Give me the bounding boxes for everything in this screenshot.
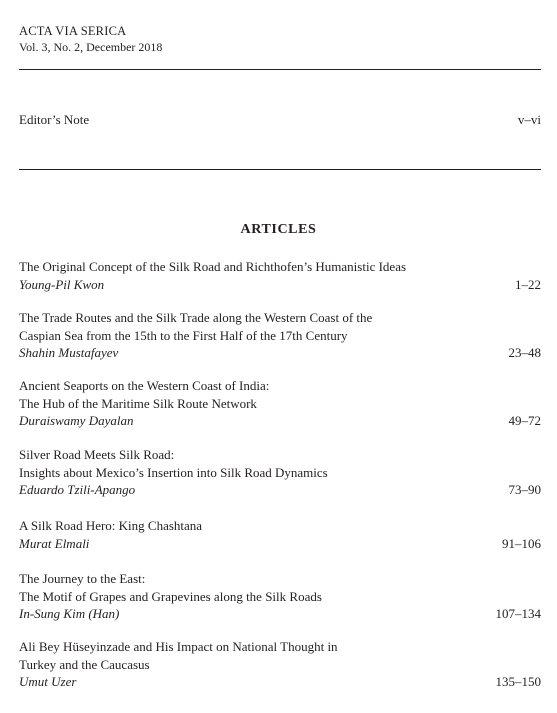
- article-author: Murat Elmali: [19, 535, 90, 551]
- article-title-line: A Silk Road Hero: King Chashtana: [19, 518, 203, 533]
- article-title-line: Turkey and the Caucasus: [19, 656, 150, 672]
- article-entry[interactable]: [19, 638, 541, 691]
- journal-issue: Vol. 3, No. 2, December 2018: [19, 40, 163, 54]
- article-pages: 49–72: [508, 413, 541, 428]
- article-title-line: The Trade Routes and the Silk Trade along the Western Coast of the: [19, 310, 373, 325]
- article-pages: 91–106: [502, 535, 541, 551]
- article-author: Young-Pil Kwon: [19, 276, 105, 292]
- article-pages: 73–90: [508, 482, 541, 497]
- article-author: Umut Uzer: [19, 674, 77, 689]
- article-entry[interactable]: [19, 570, 541, 623]
- editors-note-title: Editor’s Note: [19, 112, 90, 127]
- article-title-line: Ancient Seaports on the Western Coast of India:: [19, 378, 270, 393]
- article-entry[interactable]: [19, 517, 541, 552]
- article-title-line: The Journey to the East:: [19, 571, 146, 586]
- article-entry[interactable]: [19, 258, 541, 293]
- article-pages: 1–22: [515, 276, 541, 292]
- article-title-line: The Hub of the Maritime Silk Route Network: [19, 395, 257, 411]
- article-pages: 135–150: [495, 674, 541, 689]
- article-title-line: The Motif of Grapes and Grapevines along the Silk Roads: [19, 588, 322, 604]
- article-pages: 107–134: [495, 606, 541, 621]
- article-pages: 23–48: [508, 345, 541, 360]
- bottom-divider: [19, 169, 541, 170]
- article-author: Eduardo Tzili-Apango: [19, 482, 136, 497]
- article-entry[interactable]: [19, 309, 541, 362]
- article-title-line: The Original Concept of the Silk Road and Richthofen’s Humanistic Ideas: [19, 259, 407, 274]
- article-entry[interactable]: [19, 446, 541, 499]
- article-title-line: Insights about Mexico’s Insertion into Silk Road Dynamics: [19, 464, 328, 480]
- article-entry[interactable]: [19, 377, 541, 430]
- article-title-line: Caspian Sea from the 15th to the First Half of the 17th Century: [19, 327, 348, 343]
- article-author: Duraiswamy Dayalan: [19, 413, 134, 428]
- article-title-line: Silver Road Meets Silk Road:: [19, 447, 175, 462]
- editors-note-pages: v–vi: [517, 112, 541, 127]
- section-heading: ARTICLES: [240, 222, 317, 237]
- article-author: In-Sung Kim (Han): [19, 606, 120, 621]
- top-divider: [19, 69, 541, 70]
- article-title-line: Ali Bey Hüseyinzade and His Impact on National Thought in: [19, 639, 338, 654]
- journal-name: ACTA VIA SERICA: [19, 24, 127, 38]
- article-author: Shahin Mustafayev: [19, 345, 119, 360]
